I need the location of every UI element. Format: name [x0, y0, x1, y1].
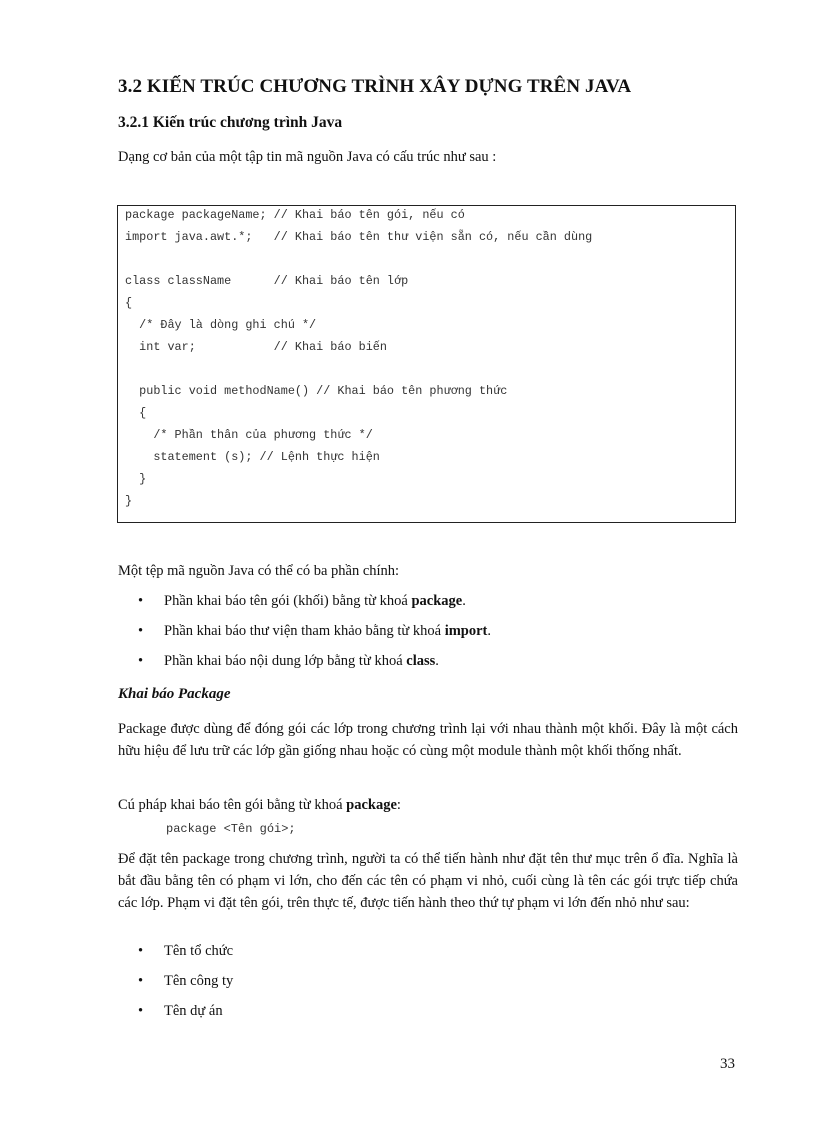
package-paragraph: Package được dùng để đóng gói các lớp trong chương trình lại với nhau thành một khối. Đây là một cách hữu hiệu để lưu trữ các lớp gần giống nhau hoặc có cùng một module thành một khối thống nhất.: [118, 721, 738, 759]
parts-intro: Một tệp mã nguồn Java có thể có ba phần chính:: [118, 563, 400, 579]
code-line: class className // Khai báo tên lớp: [125, 274, 409, 288]
code-line: {: [125, 296, 133, 310]
bullet-icon: •: [138, 653, 144, 669]
bullet-icon: •: [138, 973, 144, 989]
code-line: /* Phần thân của phương thức */: [125, 428, 373, 442]
keyword: package: [346, 797, 397, 813]
list-item-text: Tên tổ chức: [164, 943, 234, 959]
keyword: import: [444, 623, 488, 639]
intro-text: Dạng cơ bản của một tập tin mã nguồn Java có cấu trúc như sau :: [118, 149, 497, 165]
section-title: Khai báo Package: [118, 686, 231, 702]
code-line: package packageName; // Khai báo tên gói, nếu có: [125, 208, 465, 222]
code-line: }: [125, 494, 133, 508]
list-item-text: Phần khai báo tên gói (khối) bằng từ khoá: [164, 593, 412, 609]
syntax-intro: [118, 794, 401, 816]
subsection-heading: 3.2.1 Kiến trúc chương trình Java: [118, 114, 343, 131]
list-item-text: Tên công ty: [164, 973, 234, 989]
syntax-text: Cú pháp khai báo tên gói bằng từ khoá: [118, 797, 347, 813]
bullet-icon: •: [138, 593, 144, 609]
list-item-text: Phần khai báo nội dung lớp bằng từ khoá: [164, 653, 407, 669]
punct: .: [435, 653, 439, 669]
punct: :: [396, 797, 401, 813]
bullet-icon: •: [138, 623, 144, 639]
keyword: package: [411, 593, 463, 609]
punct: .: [462, 593, 466, 609]
keyword: class: [406, 653, 436, 669]
code-line: int var; // Khai báo biến: [125, 340, 387, 354]
bullet-icon: •: [138, 943, 144, 959]
code-line: }: [125, 472, 147, 486]
code-line: statement (s); // Lệnh thực hiện: [125, 450, 380, 464]
page-number: 33: [720, 1056, 735, 1072]
naming-paragraph: Để đặt tên package trong chương trình, người ta có thể tiến hành như đặt tên thư mục trên ổ đĩa. Nghĩa là bắt đầu bằng tên có phạm vi lớn, cho đến các tên có phạm vi nhỏ, cuối cùng là tên các gói trực tiếp chứa các lớp. Phạm vi đặt tên gói, trên thực tế, được tiến hành theo thứ tự phạm vi lớn đến nhỏ như sau:: [118, 851, 738, 911]
syntax-code: package <Tên gói>;: [166, 822, 296, 836]
section-heading: 3.2 KIẾN TRÚC CHƯƠNG TRÌNH XÂY DỰNG TRÊN JAVA: [118, 76, 632, 97]
bullet-icon: •: [138, 1003, 144, 1019]
punct: .: [487, 623, 492, 639]
list-item-text: Phần khai báo thư viện tham khảo bằng từ khoá: [164, 623, 445, 639]
code-block: [117, 205, 736, 523]
code-line: import java.awt.*; // Khai báo tên thư viện sẵn có, nếu cần dùng: [125, 230, 593, 244]
code-line: public void methodName() // Khai báo tên phương thức: [125, 384, 508, 398]
code-line: /* Đây là dòng ghi chú */: [125, 318, 317, 332]
list-item-text: Tên dự án: [164, 1003, 223, 1019]
code-line: {: [125, 406, 147, 420]
